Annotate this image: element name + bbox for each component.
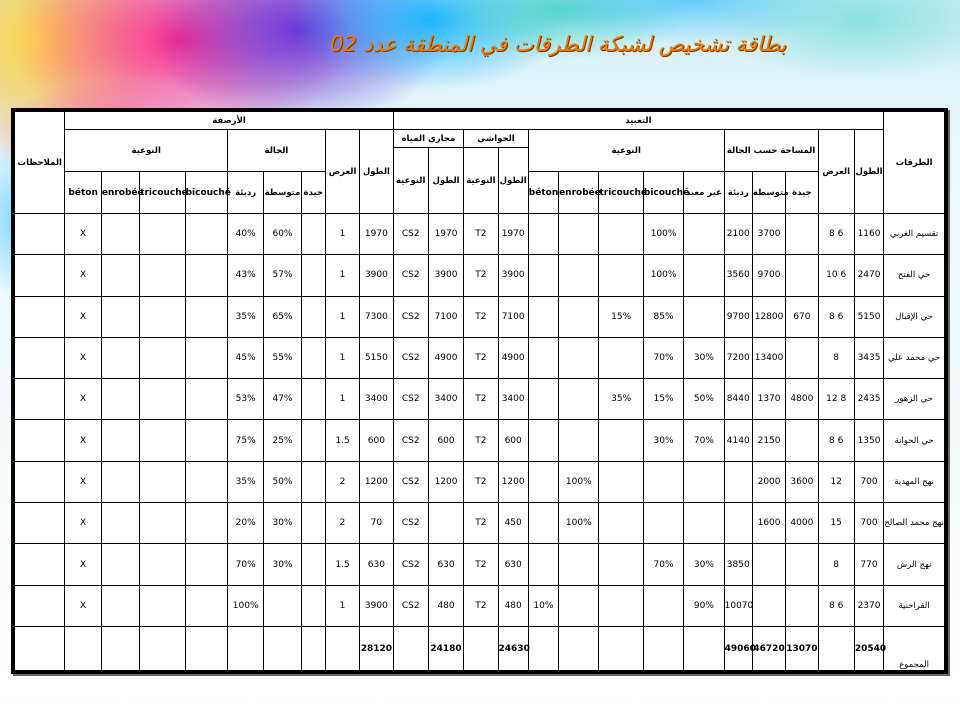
cell-width: 10 6 <box>818 255 854 296</box>
header-p-tricouche: tricouche <box>599 172 643 214</box>
cell-e-len: 630 <box>498 544 528 585</box>
road-name-cell: حي الزهور <box>884 379 945 420</box>
cell-s-med: 30% <box>264 503 301 544</box>
cell-p-beton <box>528 379 558 420</box>
cell-s-bad: 35% <box>227 461 263 502</box>
header-s-good: جيدة <box>301 172 325 214</box>
cell-s-med: 50% <box>264 461 301 502</box>
cell-p-enrobee: 100% <box>559 461 599 502</box>
cell-a-bad: 3560 <box>724 255 752 296</box>
cell-s-width: 1.5 <box>325 544 359 585</box>
cell-a-bad: 4140 <box>724 420 752 461</box>
cell-unpaved <box>684 296 724 337</box>
cell-p-tricouche <box>599 503 643 544</box>
cell-s-width: 1 <box>325 337 359 378</box>
header-sidewalk-type: النوعية <box>65 130 228 172</box>
cell-width: 8 6 <box>818 296 854 337</box>
cell-width: 8 6 <box>818 214 854 255</box>
cell-w-type: CS2 <box>393 503 428 544</box>
total-drain-length: 24180 <box>428 627 463 671</box>
cell-p-enrobee <box>559 296 599 337</box>
cell-a-bad: 8440 <box>724 379 752 420</box>
total-edge-length: 24630 <box>498 627 528 671</box>
cell-s-bad: 20% <box>227 503 263 544</box>
cell-length: 1350 <box>854 420 883 461</box>
cell-unpaved <box>684 255 724 296</box>
cell-s-width: 2 <box>325 503 359 544</box>
cell-s-beton: X <box>65 296 101 337</box>
cell-s-width: 1 <box>325 255 359 296</box>
cell-length: 2435 <box>854 379 883 420</box>
table-row <box>15 544 945 585</box>
cell-e-type: T2 <box>464 544 498 585</box>
cell-p-beton <box>528 337 558 378</box>
header-unpaved: غير معبد <box>684 172 724 214</box>
total-area-medium: 46720 <box>752 627 785 671</box>
cell-s-width: 1 <box>325 585 359 626</box>
cell-p-enrobee <box>559 379 599 420</box>
cell-e-type: T2 <box>464 379 498 420</box>
header-edge-length: الطول <box>498 148 528 214</box>
cell-p-tricouche <box>599 585 643 626</box>
cell-w-type: CS2 <box>393 379 428 420</box>
cell-e-len: 7100 <box>498 296 528 337</box>
cell-w-type: CS2 <box>393 296 428 337</box>
cell-s-bad: 70% <box>227 544 263 585</box>
cell-s-len: 1200 <box>360 461 393 502</box>
cell-a-bad: 3850 <box>724 544 752 585</box>
table-body <box>15 214 945 627</box>
cell-s-good <box>301 255 325 296</box>
cell-p-bicouche <box>643 461 683 502</box>
road-name-cell: القراحنية <box>884 585 945 626</box>
cell-a-med: 3700 <box>752 214 785 255</box>
cell-length: 700 <box>854 461 883 502</box>
cell-length: 1160 <box>854 214 883 255</box>
road-name-cell: نهج الرش <box>884 544 945 585</box>
cell-length: 2470 <box>854 255 883 296</box>
cell-w-type: CS2 <box>393 544 428 585</box>
cell-s-med: 25% <box>264 420 301 461</box>
cell-s-len: 70 <box>360 503 393 544</box>
cell-w-type: CS2 <box>393 214 428 255</box>
cell-s-beton: X <box>65 379 101 420</box>
table-row <box>15 255 945 296</box>
cell-p-bicouche: 30% <box>643 420 683 461</box>
cell-length: 2370 <box>854 585 883 626</box>
road-name-cell: حي الفتح <box>884 255 945 296</box>
cell-unpaved: 30% <box>684 337 724 378</box>
page-title: بطاقة تشخيص لشبكة الطرقات في المنطقة عدد 02 <box>330 32 787 56</box>
total-area-bad: 49060 <box>724 627 752 671</box>
table-row <box>15 296 945 337</box>
cell-s-beton: X <box>65 214 101 255</box>
cell-unpaved: 90% <box>684 585 724 626</box>
cell-s-good <box>301 585 325 626</box>
cell-s-good <box>301 544 325 585</box>
cell-s-good <box>301 420 325 461</box>
total-area-good: 13070 <box>786 627 818 671</box>
total-road-length: 20540 <box>854 627 883 671</box>
cell-length: 700 <box>854 503 883 544</box>
cell-a-bad <box>724 503 752 544</box>
cell-w-type: CS2 <box>393 585 428 626</box>
cell-a-good <box>786 420 818 461</box>
cell-e-len: 450 <box>498 503 528 544</box>
cell-w-type: CS2 <box>393 420 428 461</box>
header-edge-type: النوعية <box>464 148 498 214</box>
cell-s-len: 1970 <box>360 214 393 255</box>
cell-a-med <box>752 544 785 585</box>
cell-s-med <box>264 585 301 626</box>
cell-p-beton <box>528 255 558 296</box>
cell-a-good <box>786 544 818 585</box>
cell-unpaved <box>684 503 724 544</box>
cell-s-bad: 53% <box>227 379 263 420</box>
cell-p-enrobee <box>559 420 599 461</box>
road-name-cell: تقسيم الغربي <box>884 214 945 255</box>
cell-width: 12 8 <box>818 379 854 420</box>
cell-p-tricouche <box>599 214 643 255</box>
cell-p-enrobee <box>559 255 599 296</box>
total-sidewalk-length: 28120 <box>360 627 393 671</box>
cell-a-bad: 7200 <box>724 337 752 378</box>
cell-e-len: 3900 <box>498 255 528 296</box>
cell-e-type: T2 <box>464 503 498 544</box>
cell-s-len: 630 <box>360 544 393 585</box>
cell-p-bicouche: 85% <box>643 296 683 337</box>
cell-p-tricouche <box>599 544 643 585</box>
table-row <box>15 379 945 420</box>
cell-s-beton: X <box>65 461 101 502</box>
roads-diagnosis-table-frame <box>11 108 948 674</box>
cell-p-beton <box>528 503 558 544</box>
header-a-bad: رديئة <box>724 172 752 214</box>
header-p-bicouche: bicouché <box>643 172 683 214</box>
header-a-medium: متوسطة <box>752 172 785 214</box>
cell-s-med: 55% <box>264 337 301 378</box>
cell-p-bicouche: 100% <box>643 255 683 296</box>
table-row <box>15 337 945 378</box>
cell-p-beton <box>528 461 558 502</box>
header-drain-type: النوعية <box>393 148 428 214</box>
cell-s-good <box>301 296 325 337</box>
cell-w-len: 1970 <box>428 214 463 255</box>
cell-a-med: 1370 <box>752 379 785 420</box>
cell-a-med: 13400 <box>752 337 785 378</box>
header-roads: الطرقات <box>884 112 945 214</box>
cell-s-len: 3900 <box>360 585 393 626</box>
cell-p-bicouche: 15% <box>643 379 683 420</box>
cell-a-med <box>752 585 785 626</box>
cell-s-beton: X <box>65 503 101 544</box>
header-edges: الحواشي <box>464 130 529 148</box>
cell-w-type: CS2 <box>393 337 428 378</box>
cell-unpaved <box>684 461 724 502</box>
header-p-beton: béton <box>528 172 558 214</box>
cell-p-beton <box>528 420 558 461</box>
cell-length: 5150 <box>854 296 883 337</box>
cell-e-len: 600 <box>498 420 528 461</box>
cell-width: 8 6 <box>818 585 854 626</box>
cell-s-width: 1 <box>325 296 359 337</box>
cell-width: 15 <box>818 503 854 544</box>
cell-a-bad: 10070 <box>724 585 752 626</box>
header-s-medium: متوسطة <box>264 172 301 214</box>
road-name-cell: نهج المهدية <box>884 461 945 502</box>
header-s-enrobee: enrobée <box>101 172 139 214</box>
cell-s-beton: X <box>65 255 101 296</box>
table-row <box>15 420 945 461</box>
cell-p-enrobee <box>559 214 599 255</box>
cell-unpaved <box>684 214 724 255</box>
cell-e-len: 1200 <box>498 461 528 502</box>
cell-a-bad: 9700 <box>724 296 752 337</box>
cell-s-bad: 35% <box>227 296 263 337</box>
cell-s-len: 600 <box>360 420 393 461</box>
cell-s-beton: X <box>65 337 101 378</box>
cell-w-len <box>428 503 463 544</box>
cell-width: 12 <box>818 461 854 502</box>
cell-e-len: 4900 <box>498 337 528 378</box>
cell-s-med: 30% <box>264 544 301 585</box>
cell-length: 3435 <box>854 337 883 378</box>
cell-w-len: 7100 <box>428 296 463 337</box>
header-drain-length: الطول <box>428 148 463 214</box>
header-paving-type: النوعية <box>528 130 724 172</box>
cell-a-good <box>786 255 818 296</box>
cell-a-med: 12800 <box>752 296 785 337</box>
header-s-bicouche: bicouché <box>185 172 227 214</box>
header-paving: التعبيد <box>393 112 884 130</box>
cell-a-med: 9700 <box>752 255 785 296</box>
cell-width: 8 <box>818 337 854 378</box>
cell-w-len: 1200 <box>428 461 463 502</box>
header-sidewalk-length: الطول <box>360 130 393 214</box>
cell-s-good <box>301 503 325 544</box>
cell-w-type: CS2 <box>393 461 428 502</box>
cell-p-tricouche <box>599 255 643 296</box>
header-area-by-state: المساحة حسب الحالة <box>724 130 818 172</box>
cell-p-tricouche: 35% <box>599 379 643 420</box>
table-row <box>15 503 945 544</box>
cell-p-beton <box>528 544 558 585</box>
cell-a-good: 3600 <box>786 461 818 502</box>
cell-s-bad: 43% <box>227 255 263 296</box>
header-s-tricouche: tricouche <box>140 172 185 214</box>
cell-p-enrobee <box>559 544 599 585</box>
cell-a-bad <box>724 461 752 502</box>
road-name-cell: نهج محمد الصالح <box>884 503 945 544</box>
cell-s-width: 1 <box>325 214 359 255</box>
totals-row <box>15 627 945 671</box>
cell-p-tricouche <box>599 337 643 378</box>
cell-p-beton <box>528 214 558 255</box>
cell-s-width: 1 <box>325 379 359 420</box>
cell-p-tricouche <box>599 420 643 461</box>
cell-length: 770 <box>854 544 883 585</box>
cell-e-type: T2 <box>464 461 498 502</box>
header-road-length: الطول <box>854 130 883 214</box>
cell-e-type: T2 <box>464 585 498 626</box>
cell-s-med: 57% <box>264 255 301 296</box>
cell-s-len: 3900 <box>360 255 393 296</box>
cell-w-len: 630 <box>428 544 463 585</box>
cell-e-len: 1970 <box>498 214 528 255</box>
road-name-cell: حي الإقبال <box>884 296 945 337</box>
cell-w-type: CS2 <box>393 255 428 296</box>
cell-a-med: 1600 <box>752 503 785 544</box>
cell-s-good <box>301 379 325 420</box>
table-row <box>15 585 945 626</box>
cell-s-bad: 45% <box>227 337 263 378</box>
cell-unpaved: 70% <box>684 420 724 461</box>
table-row <box>15 214 945 255</box>
cell-a-good: 670 <box>786 296 818 337</box>
cell-p-bicouche: 100% <box>643 214 683 255</box>
cell-a-good: 4800 <box>786 379 818 420</box>
cell-w-len: 3900 <box>428 255 463 296</box>
header-sidewalk-state: الحالة <box>227 130 325 172</box>
cell-e-type: T2 <box>464 296 498 337</box>
cell-s-bad: 40% <box>227 214 263 255</box>
cell-unpaved: 50% <box>684 379 724 420</box>
road-name-cell: حي محمد علي <box>884 337 945 378</box>
cell-s-beton: X <box>65 585 101 626</box>
cell-a-good <box>786 214 818 255</box>
header-observations: الملاحظات <box>15 112 65 214</box>
cell-s-beton: X <box>65 544 101 585</box>
cell-e-type: T2 <box>464 420 498 461</box>
cell-p-beton: 10% <box>528 585 558 626</box>
cell-s-len: 3400 <box>360 379 393 420</box>
header-p-enrobee: enrobée <box>559 172 599 214</box>
cell-a-good <box>786 585 818 626</box>
cell-p-bicouche <box>643 585 683 626</box>
cell-a-med: 2150 <box>752 420 785 461</box>
cell-p-bicouche <box>643 503 683 544</box>
header-road-width: العرض <box>818 130 854 214</box>
cell-e-type: T2 <box>464 337 498 378</box>
cell-w-len: 600 <box>428 420 463 461</box>
header-sidewalk-width: العرض <box>325 130 359 214</box>
header-sidewalks: الأرصفة <box>65 112 393 130</box>
cell-e-type: T2 <box>464 255 498 296</box>
cell-p-beton <box>528 296 558 337</box>
cell-e-len: 3400 <box>498 379 528 420</box>
cell-s-bad: 100% <box>227 585 263 626</box>
cell-s-bad: 75% <box>227 420 263 461</box>
header-s-beton: béton <box>65 172 101 214</box>
cell-e-len: 480 <box>498 585 528 626</box>
roads-diagnosis-table <box>14 111 945 671</box>
cell-a-bad: 2100 <box>724 214 752 255</box>
cell-unpaved: 30% <box>684 544 724 585</box>
cell-p-enrobee <box>559 585 599 626</box>
cell-s-med: 60% <box>264 214 301 255</box>
cell-a-good: 4000 <box>786 503 818 544</box>
total-label: المجموع <box>884 627 945 671</box>
cell-e-type: T2 <box>464 214 498 255</box>
cell-w-len: 4900 <box>428 337 463 378</box>
cell-s-good <box>301 214 325 255</box>
header-water-drains: مجاري المياه <box>393 130 464 148</box>
cell-p-bicouche: 70% <box>643 544 683 585</box>
header-a-good: جيدة <box>786 172 818 214</box>
cell-s-good <box>301 337 325 378</box>
cell-p-enrobee: 100% <box>559 503 599 544</box>
cell-s-good <box>301 461 325 502</box>
cell-a-med: 2000 <box>752 461 785 502</box>
cell-s-med: 65% <box>264 296 301 337</box>
cell-w-len: 3400 <box>428 379 463 420</box>
road-name-cell: حي الحوانة <box>884 420 945 461</box>
cell-s-len: 7300 <box>360 296 393 337</box>
cell-s-len: 5150 <box>360 337 393 378</box>
cell-s-beton: X <box>65 420 101 461</box>
cell-s-width: 2 <box>325 461 359 502</box>
cell-p-tricouche: 15% <box>599 296 643 337</box>
cell-a-good <box>786 337 818 378</box>
cell-s-med: 47% <box>264 379 301 420</box>
cell-p-bicouche: 70% <box>643 337 683 378</box>
cell-width: 8 6 <box>818 420 854 461</box>
cell-width: 8 <box>818 544 854 585</box>
cell-w-len: 480 <box>428 585 463 626</box>
cell-p-tricouche <box>599 461 643 502</box>
cell-s-width: 1.5 <box>325 420 359 461</box>
header-s-bad: رديئة <box>227 172 263 214</box>
table-row <box>15 461 945 502</box>
cell-p-enrobee <box>559 337 599 378</box>
